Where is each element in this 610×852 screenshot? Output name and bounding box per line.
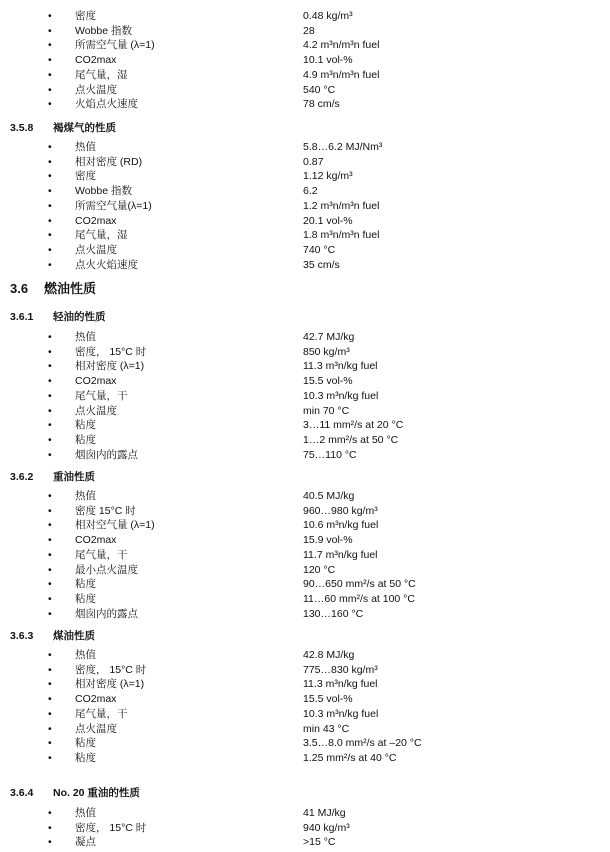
section-title: 轻油的性质 (53, 311, 106, 323)
property-value: 775…830 kg/m³ (303, 663, 378, 676)
property-value: 41 MJ/kg (303, 807, 346, 819)
property-label: 尾气量，干 (75, 548, 128, 561)
bullet: • (48, 433, 52, 446)
property-row (0, 707, 610, 722)
property-value: 90…650 mm²/s at 50 °C (303, 578, 416, 591)
property-label: 点火温度 (75, 722, 117, 735)
property-row (0, 345, 610, 360)
property-label: 点火温度 (75, 404, 117, 417)
property-value: 1.2 m³n/m³n fuel (303, 199, 380, 212)
property-value: 4.9 m³n/m³n fuel (303, 68, 380, 81)
property-label: 热值 (75, 649, 96, 661)
property-label: 点火火焰速度 (75, 258, 138, 271)
property-row (0, 184, 610, 199)
section-heading-3-6-2 (10, 469, 95, 484)
property-row (0, 504, 610, 519)
section-title: 燃油性质 (44, 281, 97, 296)
property-label: 密度， 15°C 时 (75, 663, 147, 676)
property-value: min 70 °C (303, 404, 350, 417)
bullet: • (48, 448, 52, 461)
property-row (0, 359, 610, 374)
property-row (0, 155, 610, 170)
property-label: CO2max (75, 214, 117, 227)
bullet: • (48, 607, 52, 620)
property-row (0, 199, 610, 214)
property-value: 78 cm/s (303, 98, 340, 111)
bullet: • (48, 663, 52, 676)
bullet: • (48, 258, 52, 271)
bullet: • (48, 39, 52, 52)
property-row (0, 489, 610, 504)
property-value: 35 cm/s (303, 258, 340, 271)
property-label: 尾气量，湿 (75, 229, 128, 242)
property-row (0, 24, 610, 39)
bullet: • (48, 722, 52, 735)
property-value: 6.2 (303, 185, 318, 198)
property-row (0, 214, 610, 229)
section-title: No. 20 重油的性质 (53, 787, 140, 799)
section-number: 3.6.1 (10, 311, 34, 323)
property-label: 尾气量，干 (75, 389, 128, 402)
property-row (0, 374, 610, 389)
section-title: 煤油性质 (53, 630, 95, 642)
property-label: CO2max (75, 375, 117, 388)
property-label: 密度 15°C 时 (75, 504, 136, 517)
bullet: • (48, 821, 52, 834)
property-value: 10.6 m³n/kg fuel (303, 519, 379, 532)
bullet: • (48, 345, 52, 358)
property-value: 1…2 mm²/s at 50 °C (303, 433, 399, 446)
bullet: • (48, 54, 52, 67)
property-label: 最小点火温度 (75, 563, 138, 576)
property-label: 尾气量，湿 (75, 68, 128, 81)
property-row (0, 433, 610, 448)
property-label: CO2max (75, 54, 117, 67)
bullet: • (48, 331, 52, 343)
property-row (0, 806, 610, 821)
property-label: 所需空气量(λ=1) (75, 199, 152, 212)
section-number: 3.6.4 (10, 787, 34, 799)
property-value: 11…60 mm²/s at 100 °C (303, 592, 415, 605)
section-title: 重油性质 (53, 471, 95, 483)
property-row (0, 548, 610, 563)
bullet: • (48, 229, 52, 242)
bullet: • (48, 737, 52, 750)
section-heading-3-6-3 (10, 628, 95, 643)
bullet: • (48, 592, 52, 605)
property-value: 3.5…8.0 mm²/s at –20 °C (303, 737, 422, 750)
property-row (0, 140, 610, 155)
property-row (0, 97, 610, 112)
property-row (0, 53, 610, 68)
property-value: 11.3 m³n/kg fuel (303, 360, 378, 373)
property-label: 烟囱内的露点 (75, 448, 138, 461)
property-row (0, 736, 610, 751)
property-row (0, 83, 610, 98)
property-value: 1.12 kg/m³ (303, 170, 353, 183)
property-row (0, 68, 610, 83)
property-value: 740 °C (303, 243, 336, 256)
property-row (0, 722, 610, 737)
property-label: 烟囱内的露点 (75, 607, 138, 620)
property-row (0, 821, 610, 836)
property-label: 相对空气量 (λ=1) (75, 519, 155, 532)
property-label: 火焰点火速度 (75, 98, 138, 111)
property-value: 11.3 m³n/kg fuel (303, 678, 378, 691)
property-value: 10.3 m³n/kg fuel (303, 389, 379, 402)
property-label: 热值 (75, 331, 96, 343)
bullet: • (48, 98, 52, 111)
property-row (0, 38, 610, 53)
property-value: >15 °C (303, 836, 336, 849)
property-row (0, 418, 610, 433)
property-row (0, 677, 610, 692)
property-row (0, 648, 610, 663)
section-number: 3.6.2 (10, 471, 34, 483)
bullet: • (48, 751, 52, 764)
property-label: 密度， 15°C 时 (75, 345, 147, 358)
property-label: 尾气量，干 (75, 707, 128, 720)
property-label: Wobbe 指数 (75, 24, 132, 37)
bullet: • (48, 185, 52, 198)
property-label: 凝点 (75, 836, 96, 849)
property-value: 540 °C (303, 83, 336, 96)
property-label: 热值 (75, 141, 96, 153)
property-value: 10.1 vol-% (303, 54, 353, 67)
section-heading-3-6-4 (10, 785, 140, 800)
property-row (0, 243, 610, 258)
bullet: • (48, 214, 52, 227)
bullet: • (48, 534, 52, 547)
property-row (0, 228, 610, 243)
section-title: 褐煤气的性质 (53, 122, 116, 134)
property-label: 粘度 (75, 737, 96, 750)
section-number: 3.6.3 (10, 630, 34, 642)
property-row (0, 404, 610, 419)
bullet: • (48, 807, 52, 819)
property-value: 42.7 MJ/kg (303, 331, 355, 343)
bullet: • (48, 504, 52, 517)
bullet: • (48, 707, 52, 720)
property-row (0, 751, 610, 766)
bullet: • (48, 548, 52, 561)
section-number: 3.6 (10, 281, 29, 296)
property-row (0, 448, 610, 463)
property-label: 热值 (75, 807, 96, 819)
bullet: • (48, 375, 52, 388)
property-value: 850 kg/m³ (303, 345, 350, 358)
property-label: 密度， 15°C 时 (75, 821, 147, 834)
property-value: 20.1 vol-% (303, 214, 353, 227)
property-value: 28 (303, 24, 315, 37)
property-value: 11.7 m³n/kg fuel (303, 548, 378, 561)
property-row (0, 258, 610, 273)
property-row (0, 533, 610, 548)
bullet: • (48, 563, 52, 576)
property-row (0, 592, 610, 607)
property-value: 5.8…6.2 MJ/Nm³ (303, 141, 383, 153)
property-label: 密度 (75, 10, 96, 22)
property-label: 相对密度 (RD) (75, 155, 143, 168)
property-label: 热值 (75, 490, 96, 502)
property-label: 粘度 (75, 592, 96, 605)
property-value: 940 kg/m³ (303, 821, 350, 834)
property-value: 4.2 m³n/m³n fuel (303, 39, 380, 52)
property-label: Wobbe 指数 (75, 185, 132, 198)
property-row (0, 607, 610, 622)
bullet: • (48, 419, 52, 432)
bullet: • (48, 678, 52, 691)
property-row (0, 518, 610, 533)
bullet: • (48, 578, 52, 591)
section-heading-3-6-1 (10, 309, 106, 324)
property-value: 3…11 mm²/s at 20 °C (303, 419, 404, 432)
property-label: CO2max (75, 693, 117, 706)
bullet: • (48, 389, 52, 402)
bullet: • (48, 243, 52, 256)
property-value: 130…160 °C (303, 607, 364, 620)
bullet: • (48, 10, 52, 22)
property-value: 1.8 m³n/m³n fuel (303, 229, 380, 242)
property-row (0, 389, 610, 404)
bullet: • (48, 490, 52, 502)
section-number: 3.5.8 (10, 122, 34, 134)
property-value: 10.3 m³n/kg fuel (303, 707, 379, 720)
property-label: 粘度 (75, 419, 96, 432)
property-label: 点火温度 (75, 83, 117, 96)
property-label: 粘度 (75, 433, 96, 446)
property-value: 960…980 kg/m³ (303, 504, 378, 517)
property-value: 42.8 MJ/kg (303, 649, 355, 661)
property-label: 所需空气量 (λ=1) (75, 39, 155, 52)
property-value: 15.5 vol-% (303, 375, 353, 388)
property-value: 0.48 kg/m³ (303, 10, 353, 22)
property-value: 40.5 MJ/kg (303, 490, 355, 502)
bullet: • (48, 519, 52, 532)
property-row (0, 169, 610, 184)
bullet: • (48, 141, 52, 153)
property-label: 粘度 (75, 751, 96, 764)
bullet: • (48, 199, 52, 212)
chapter-heading-3-6 (10, 278, 96, 297)
bullet: • (48, 170, 52, 183)
bullet: • (48, 68, 52, 81)
bullet: • (48, 360, 52, 373)
bullet: • (48, 649, 52, 661)
property-label: 密度 (75, 170, 96, 183)
bullet: • (48, 24, 52, 37)
bullet: • (48, 836, 52, 849)
bullet: • (48, 693, 52, 706)
property-value: 1.25 mm²/s at 40 °C (303, 751, 397, 764)
property-row (0, 663, 610, 678)
property-label: 点火温度 (75, 243, 117, 256)
property-row (0, 330, 610, 345)
bullet: • (48, 404, 52, 417)
property-value: min 43 °C (303, 722, 350, 735)
property-label: 相对密度 (λ=1) (75, 678, 145, 691)
property-row (0, 9, 610, 24)
property-row (0, 563, 610, 578)
property-row (0, 692, 610, 707)
property-value: 15.9 vol-% (303, 534, 353, 547)
property-row (0, 835, 610, 850)
property-value: 75…110 °C (303, 448, 357, 461)
property-value: 0.87 (303, 155, 324, 168)
bullet: • (48, 155, 52, 168)
property-value: 120 °C (303, 563, 336, 576)
property-label: 相对密度 (λ=1) (75, 360, 145, 373)
property-label: 粘度 (75, 578, 96, 591)
property-row (0, 577, 610, 592)
bullet: • (48, 83, 52, 96)
section-heading-3-5-8 (10, 120, 116, 135)
property-value: 15.5 vol-% (303, 693, 353, 706)
property-label: CO2max (75, 534, 117, 547)
